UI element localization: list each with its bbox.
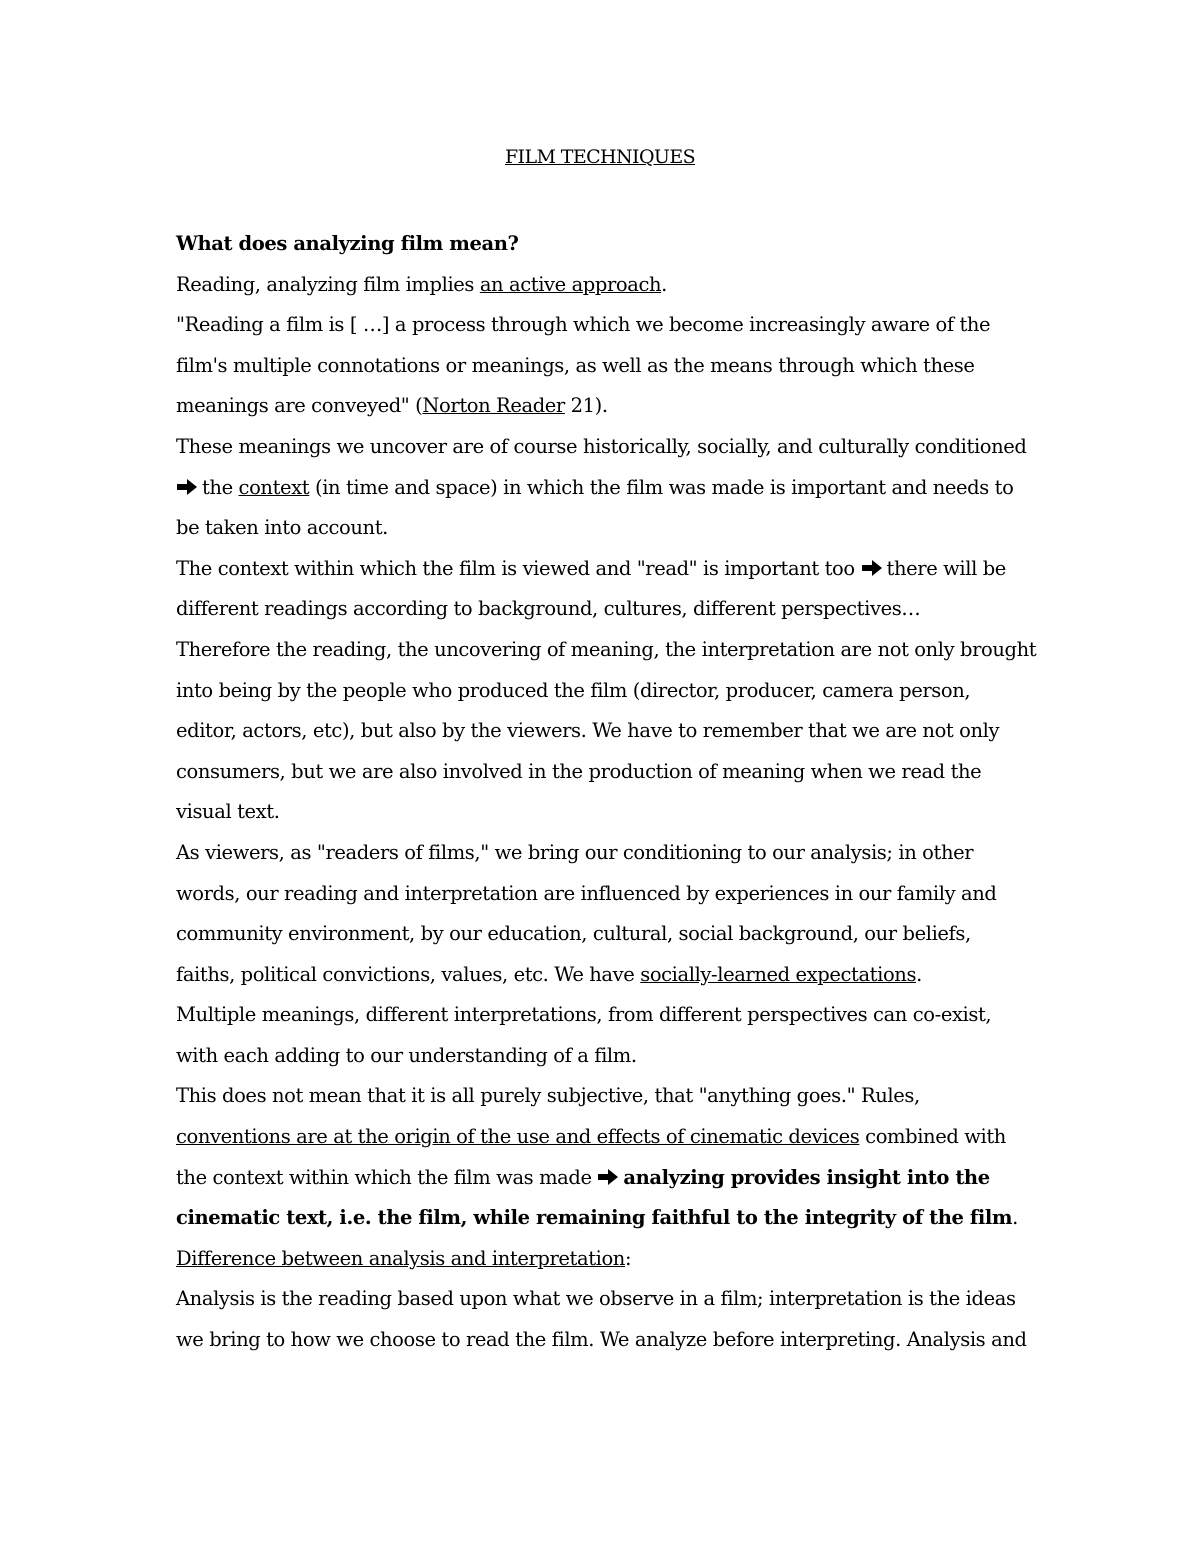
text-run: faiths, political convictions, values, etc. We have bbox=[176, 962, 641, 986]
text-run: . bbox=[916, 962, 922, 986]
paragraph-line: visual text. bbox=[176, 800, 280, 824]
underlined-text: context bbox=[238, 475, 310, 499]
paragraph-line: As viewers, as "readers of films," we bring our conditioning to our analysis; in other bbox=[176, 840, 974, 864]
text-run: . bbox=[661, 272, 667, 296]
text-run: combined with bbox=[859, 1125, 1006, 1149]
paragraph-line: Analysis is the reading based upon what we observe in a film; interpretation is the ideas bbox=[176, 1287, 1016, 1311]
paragraph-line: Multiple meanings, different interpretations, from different perspectives can co-exist, bbox=[176, 1003, 992, 1027]
right-arrow-icon bbox=[176, 478, 198, 496]
underlined-text: socially-learned expectations bbox=[640, 962, 917, 986]
bold-text: cinematic text, i.e. the film, while remaining faithful to the integrity of the film bbox=[176, 1206, 1013, 1230]
text-run: Reading, analyzing film implies bbox=[176, 272, 480, 296]
paragraph-line: These meanings we uncover are of course historically, socially, and culturally conditioned bbox=[176, 434, 1027, 458]
text-run: : bbox=[624, 1246, 632, 1270]
underlined-text: Difference between analysis and interpretation bbox=[176, 1246, 625, 1270]
paragraph-line: words, our reading and interpretation are influenced by experiences in our family and bbox=[176, 881, 997, 905]
paragraph-line: community environment, by our education, cultural, social background, our beliefs, bbox=[176, 922, 971, 946]
paragraph-line bbox=[176, 1158, 1036, 1199]
paragraph-line bbox=[176, 386, 1036, 427]
text-run: The context within which the film is viewed and "read" is important too bbox=[176, 556, 861, 580]
paragraph-line: This does not mean that it is all purely subjective, that "anything goes." Rules, bbox=[176, 1084, 920, 1108]
paragraph-line bbox=[176, 265, 1036, 306]
paragraph-line: with each adding to our understanding of a film. bbox=[176, 1043, 637, 1067]
text-run: (in time and space) in which the film was made is important and needs to bbox=[309, 475, 1014, 499]
paragraph-line: we bring to how we choose to read the film. We analyze before interpreting. Analysis and bbox=[176, 1328, 1027, 1352]
paragraph-line: be taken into account. bbox=[176, 516, 388, 540]
text-run: meanings are conveyed" ( bbox=[176, 394, 423, 418]
paragraph-line: editor, actors, etc), but also by the viewers. We have to remember that we are not only bbox=[176, 719, 1000, 743]
paragraph-line bbox=[176, 549, 1036, 590]
right-arrow-icon bbox=[597, 1168, 619, 1186]
text-run: there will be bbox=[886, 556, 1006, 580]
right-arrow-icon bbox=[861, 559, 883, 577]
paragraph-line: into being by the people who produced the film (director, producer, camera person, bbox=[176, 678, 971, 702]
text-run: the bbox=[202, 475, 239, 499]
paragraph-line bbox=[176, 955, 1036, 996]
paragraph-line: "Reading a film is [ …] a process through which we become increasingly aware of the bbox=[176, 313, 991, 337]
paragraph-line bbox=[176, 1239, 1036, 1280]
paragraph-line bbox=[176, 1117, 1036, 1158]
document-body bbox=[176, 224, 1036, 1361]
underlined-text: Norton Reader bbox=[422, 394, 565, 418]
text-run: the context within which the film was made bbox=[176, 1165, 598, 1189]
text-run: 21). bbox=[564, 394, 608, 418]
text-run: . bbox=[1012, 1206, 1018, 1230]
bold-text: analyzing provides insight into the bbox=[623, 1165, 990, 1189]
paragraph-line: consumers, but we are also involved in the production of meaning when we read the bbox=[176, 759, 982, 783]
page-title: FILM TECHNIQUES bbox=[504, 146, 696, 168]
paragraph-line: film's multiple connotations or meanings, as well as the means through which these bbox=[176, 353, 975, 377]
underlined-text: conventions are at the origin of the use and effects of cinematic devices bbox=[176, 1125, 860, 1149]
paragraph-line: Therefore the reading, the uncovering of meaning, the interpretation are not only brought bbox=[176, 637, 1037, 661]
paragraph-line: different readings according to background, cultures, different perspectives… bbox=[176, 597, 921, 621]
section-heading: What does analyzing film mean? bbox=[176, 232, 519, 255]
underlined-text: an active approach bbox=[479, 272, 662, 296]
paragraph-line bbox=[176, 468, 1036, 509]
paragraph-line bbox=[176, 1198, 1036, 1239]
